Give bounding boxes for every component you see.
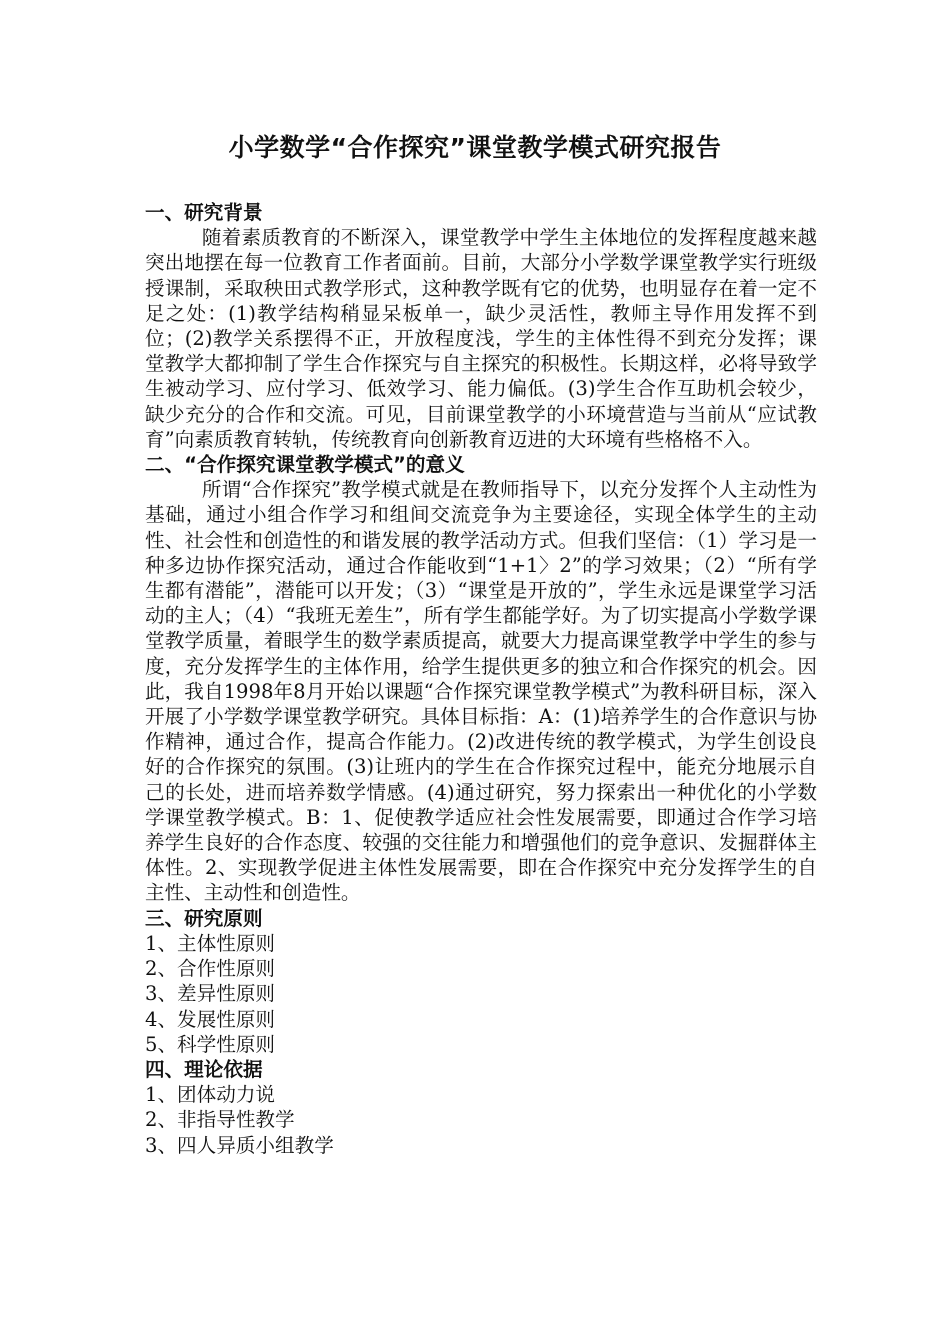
section-heading-significance: 二、“合作探究课堂教学模式”的意义 (145, 453, 465, 477)
section-heading-theory: 四、理论依据 (145, 1057, 263, 1081)
list-item: 1、主体性原则 (145, 931, 276, 955)
list-item: 3、四人异质小组教学 (145, 1133, 334, 1157)
list-item: 5、科学性原则 (145, 1032, 276, 1056)
section-paragraph-background: 随着素质教育的不断深入，课堂教学中学生主体地位的发挥程度越来越突出地摆在每一位教育工作者面前。目前，大部分小学数学课堂教学实行班级授课制，采取秧田式教学形式，这种教学既有它的优势，也明显存在着一定不足之处：(1)教学结构稍显呆板单一，缺少灵活性，教师主导作用发挥不到位；(2)教学关系摆得不正，开放程度浅，学生的主体性得不到充分发挥；课堂教学大都抑制了学生合作探究与自主探究的积极性。长期这样，必将导致学生被动学习、应付学习、低效学习、能力偏低。(3)学生合作互助机会较少，缺少充分的合作和交流。可见，目前课堂教学的小环境营造与当前从“应试教育”向素质教育转轨，传统教育向创新教育迈进的大环境有些格格不入。 (145, 226, 817, 451)
theory-list (145, 1082, 817, 1158)
document-body (145, 200, 817, 1158)
list-item: 1、团体动力说 (145, 1083, 276, 1107)
list-item: 2、非指导性教学 (145, 1108, 295, 1132)
section-heading-principles: 三、研究原则 (145, 906, 263, 930)
section-paragraph-significance: 所谓“合作探究”教学模式就是在教师指导下，以充分发挥个人主动性为基础，通过小组合作学习和组间交流竞争为主要途径，实现全体学生的主动性、社会性和创造性的和谐发展的教学活动方式。但我们坚信：（1）学习是一种多边协作探究活动，通过合作能收到“1+1〉2”的学习效果；（2）“所有学生都有潜能”，潜能可以开发；（3）“课堂是开放的”，学生永远是课堂学习活动的主人；（4）“我班无差生”，所有学生都能学好。为了切实提高小学数学课堂教学质量，着眼学生的数学素质提高，就要大力提高课堂教学中学生的参与度，充分发挥学生的主体作用，给学生提供更多的独立和合作探究的机会。因此，我自1998年8月开始以课题“合作探究课堂教学模式”为教科研目标，深入开展了小学数学课堂教学研究。具体目标指：A：(1)培养学生的合作意识与协作精神，通过合作，提高合作能力。(2)改进传统的教学模式，为学生创设良好的合作探究的氛围。(3)让班内的学生在合作探究过程中，能充分地展示自己的长处，进而培养数学情感。(4)通过研究，努力探索出一种优化的小学数学课堂教学模式。B：1、促使教学适应社会性发展需要，即通过合作学习培养学生良好的合作态度、较强的交往能力和增强他们的竞争意识、发掘群体主体性。2、实现教学促进主体性发展需要，即在合作探究中充分发挥学生的自主性、主动性和创造性。 (145, 478, 817, 905)
list-item: 3、差异性原则 (145, 982, 276, 1006)
document-title: 小学数学“合作探究”课堂教学模式研究报告 (228, 133, 722, 162)
list-item: 4、发展性原则 (145, 1007, 276, 1031)
section-heading-background: 一、研究背景 (145, 201, 263, 224)
list-item: 2、合作性原则 (145, 957, 276, 981)
principles-list (145, 931, 817, 1057)
